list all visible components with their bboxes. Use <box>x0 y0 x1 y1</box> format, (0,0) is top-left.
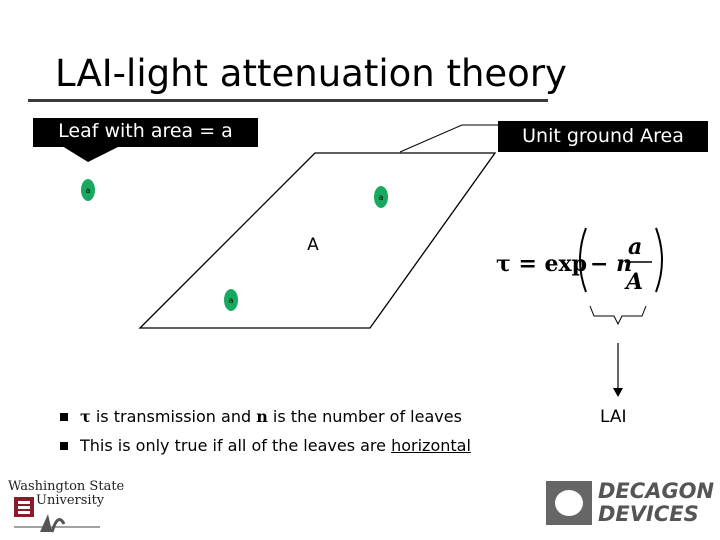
leaf-3-label: a <box>228 296 234 305</box>
decagon-line-1: DECAGON <box>598 479 715 503</box>
bullet-square-icon <box>60 413 68 421</box>
unit-area-leader-line <box>400 125 498 152</box>
wsu-line-2: University <box>36 493 105 508</box>
bullet-list <box>60 402 471 460</box>
decagon-logo <box>546 478 715 528</box>
leaf-1 <box>81 179 95 201</box>
tau-symbol: τ <box>80 407 91 426</box>
decagon-logo-icon <box>546 481 592 525</box>
equation-denominator: A <box>626 269 644 295</box>
bullet-1-text-b: is the number of leaves <box>267 407 462 426</box>
leaf-callout-pointer <box>62 146 120 162</box>
bullet-2-underlined: horizontal <box>391 436 471 455</box>
equation-numerator: a <box>628 234 643 260</box>
equation <box>496 228 662 295</box>
equation-minus-n: − n <box>590 251 633 277</box>
equation-lhs: τ = exp <box>496 251 588 277</box>
wsu-line-1: Washington State <box>8 479 125 494</box>
right-paren <box>656 228 662 292</box>
bullet-square-icon <box>60 442 68 450</box>
bullet-item-2 <box>60 431 471 460</box>
lai-label: LAI <box>600 407 627 427</box>
leaf-area-callout: Leaf with area = a <box>33 118 258 147</box>
decagon-line-2: DEVICES <box>598 502 699 526</box>
wsu-logo-text <box>8 480 124 508</box>
lai-bracket <box>590 306 646 324</box>
n-symbol: n <box>256 407 268 426</box>
bullet-item-1 <box>60 402 471 431</box>
bullet-2-text: This is only true if all of the leaves are <box>80 436 392 455</box>
leaf-2 <box>374 186 388 208</box>
area-label: A <box>307 235 319 255</box>
slide-title: LAI-light attenuation theory <box>55 52 567 95</box>
bullet-1-text-a: is transmission and <box>90 407 257 426</box>
unit-ground-area-callout: Unit ground Area <box>498 121 708 152</box>
leaf-1-label: a <box>85 186 91 195</box>
leaf-3 <box>224 289 238 311</box>
leaf-2-label: a <box>378 193 384 202</box>
lai-arrow-head <box>613 388 623 397</box>
